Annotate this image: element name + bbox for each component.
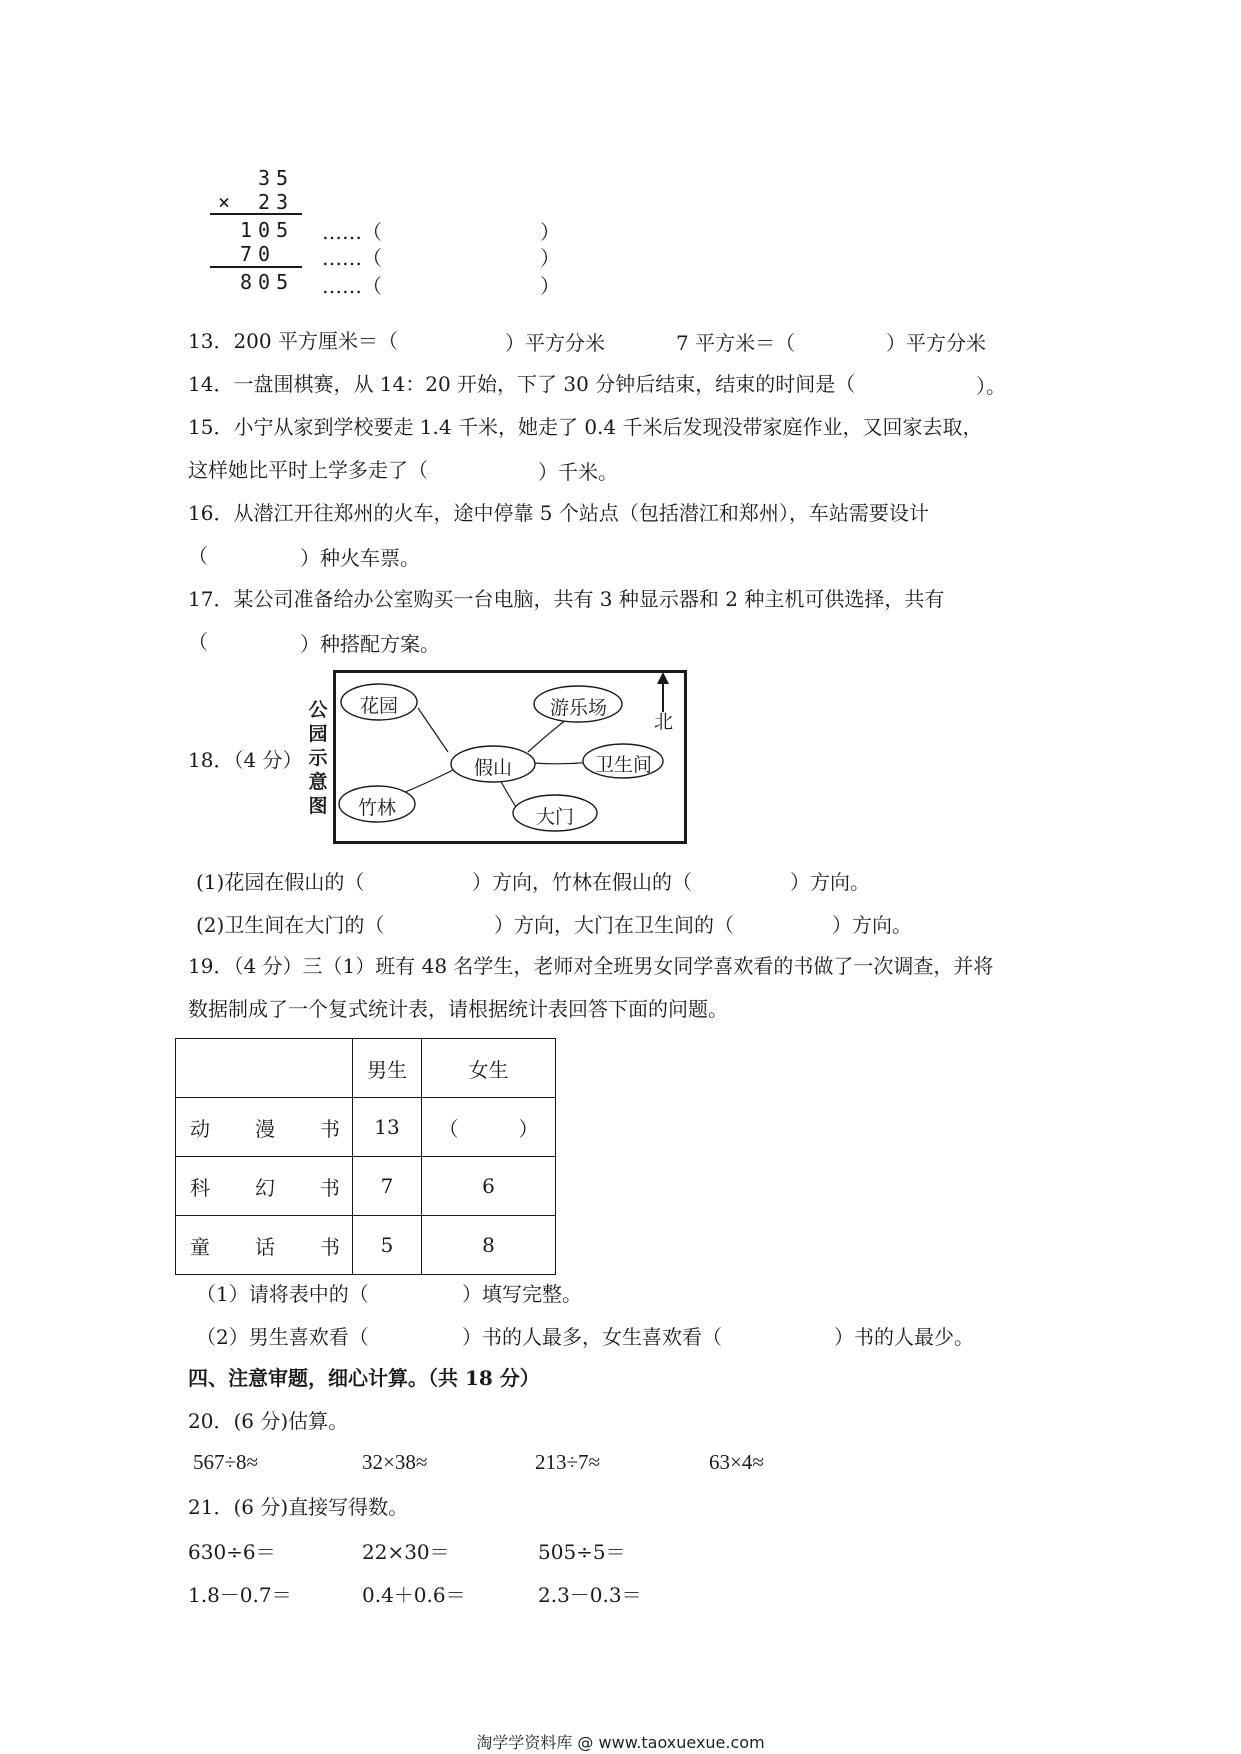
estimate-item: 63×4≈ <box>709 1450 764 1474</box>
q19-line2: 数据制成了一个复式统计表，请根据统计表回答下面的问题。 <box>188 997 728 1021</box>
q15-line2a: 这样她比平时上学多走了（ <box>188 458 428 482</box>
table-row <box>176 1098 556 1157</box>
row-label-char: 动 <box>190 1116 210 1141</box>
q21-label: 21．(6 分)直接写得数。 <box>188 1495 409 1519</box>
girls-cell: 6 <box>422 1157 556 1216</box>
multiplication-rule-1 <box>210 213 302 215</box>
product: 805 <box>240 270 295 294</box>
oral-calc-item: 0.4＋0.6＝ <box>362 1583 466 1607</box>
boys-cell: 7 <box>353 1157 422 1216</box>
oral-calc-item: 1.8－0.7＝ <box>188 1583 292 1607</box>
estimate-item: 32×38≈ <box>362 1450 428 1474</box>
row-label-cell <box>176 1157 353 1216</box>
blank-close-3: ） <box>540 274 560 298</box>
label-garden: 花园 <box>360 695 399 717</box>
q17-line2b: ）种搭配方案。 <box>300 632 440 656</box>
connector-bamboo <box>398 770 453 795</box>
row-label-char: 科 <box>190 1175 210 1200</box>
multiplier: 23 <box>258 190 295 214</box>
table-header-cell: 男生 <box>353 1039 422 1098</box>
oral-calc-item: 22×30＝ <box>362 1540 450 1564</box>
footer-watermark: 淘学学资料库 @ www.taoxuexue.com <box>476 1733 765 1752</box>
map-title-char: 示 <box>308 747 328 769</box>
map-title-char: 园 <box>308 723 328 745</box>
q18-sub1-b: ）方向，竹林在假山的（ <box>472 870 692 894</box>
label-playground: 游乐场 <box>550 697 608 719</box>
q20-label: 20．(6 分)估算。 <box>188 1409 349 1433</box>
boys-cell: 5 <box>353 1216 422 1275</box>
q16-line1: 16．从潜江开往郑州的火车，途中停靠 5 个站点（包括潜江和郑州），车站需要设计 <box>188 501 929 525</box>
q19-sub2-c: ）书的人最少。 <box>834 1325 974 1349</box>
q18-label: 18．（4 分） <box>188 748 303 772</box>
q19-sub2-a: （2）男生喜欢看（ <box>196 1325 369 1349</box>
map-title-char: 公 <box>308 699 328 721</box>
blank-close-2: ） <box>540 246 560 270</box>
multiplier-sign: × <box>218 190 231 214</box>
q18-sub2-a: (2)卫生间在大门的（ <box>196 913 385 937</box>
dots-blank-3: ……（ <box>322 274 382 298</box>
table-row <box>176 1216 556 1275</box>
q18-sub2-c: ）方向。 <box>832 913 912 937</box>
multiplicand: 35 <box>258 166 295 190</box>
q19-line1: 19．（4 分）三（1）班有 48 名学生，老师对全班男女同学喜欢看的书做了一次调查，并将 <box>188 954 994 978</box>
q14-text: 14．一盘围棋赛，从 14：20 开始，下了 30 分钟后结束，结束的时间是（ <box>188 372 856 396</box>
estimate-item: 567÷8≈ <box>193 1450 259 1474</box>
q18-sub2-b: ）方向，大门在卫生间的（ <box>494 913 734 937</box>
blank-close-1: ） <box>540 220 560 244</box>
park-map <box>333 670 687 844</box>
q13-part2: ）平方分米 <box>505 331 605 355</box>
table-row <box>176 1157 556 1216</box>
label-rockery: 假山 <box>474 757 513 779</box>
multiplication-rule-2 <box>210 266 302 268</box>
label-gate: 大门 <box>536 806 575 828</box>
q16-line2a: （ <box>188 544 208 568</box>
row-label-char: 幻 <box>255 1175 275 1200</box>
row-label-char: 漫 <box>255 1116 275 1141</box>
table-header-cell <box>176 1039 353 1098</box>
map-title <box>306 698 330 818</box>
section-4-title: 四、注意审题，细心计算。（共 18 分） <box>188 1366 540 1390</box>
label-toilet: 卫生间 <box>595 754 653 776</box>
oral-calc-item: 2.3－0.3＝ <box>538 1583 642 1607</box>
q18-sub1-c: ）方向。 <box>790 870 870 894</box>
girls-cell-blank: （ ） <box>422 1098 556 1157</box>
q18-sub1-a: (1)花园在假山的（ <box>196 870 365 894</box>
oral-calc-item: 505÷5＝ <box>538 1540 626 1564</box>
row-label-char: 话 <box>255 1234 275 1259</box>
dots-blank-1: ……（ <box>322 220 382 244</box>
q17-line2a: （ <box>188 630 208 654</box>
estimate-item: 213÷7≈ <box>535 1450 601 1474</box>
north-arrow-icon <box>657 672 669 684</box>
label-north: 北 <box>654 711 674 733</box>
q16-line2b: ）种火车票。 <box>300 546 420 570</box>
row-label-cell <box>176 1216 353 1275</box>
connector-garden <box>418 708 448 752</box>
q15-line1: 15．小宁从家到学校要走 1.4 千米，她走了 0.4 千米后发现没带家庭作业，又回家去取， <box>188 415 983 439</box>
row-label-char: 书 <box>320 1175 340 1200</box>
q13-part4: ）平方分米 <box>886 331 986 355</box>
q19-sub2-b: ）书的人最多，女生喜欢看（ <box>462 1325 722 1349</box>
q19-sub1-b: ）填写完整。 <box>462 1282 582 1306</box>
partial-product-1: 105 <box>240 218 295 242</box>
compound-statistics-table <box>175 1038 556 1275</box>
map-title-char: 意 <box>308 771 328 793</box>
q19-sub1-a: （1）请将表中的（ <box>196 1282 369 1306</box>
label-bamboo: 竹林 <box>358 797 397 819</box>
dots-blank-2: ……（ <box>322 246 382 270</box>
girls-cell: 8 <box>422 1216 556 1275</box>
q14-end: ）。 <box>976 374 1006 398</box>
q13-part3: 7 平方米＝（ <box>676 331 796 355</box>
map-title-char: 图 <box>308 795 328 817</box>
row-label-char: 书 <box>320 1234 340 1259</box>
table-header-row <box>176 1039 556 1098</box>
row-label-char: 童 <box>190 1234 210 1259</box>
q13-part1: 13．200 平方厘米＝（ <box>188 329 398 353</box>
oral-calc-item: 630÷6＝ <box>188 1540 276 1564</box>
table-header-cell: 女生 <box>422 1039 556 1098</box>
row-label-char: 书 <box>320 1116 340 1141</box>
q17-line1: 17．某公司准备给办公室购买一台电脑，共有 3 种显示器和 2 种主机可供选择，共有 <box>188 587 945 611</box>
q15-line2b: ）千米。 <box>538 460 618 484</box>
boys-cell: 13 <box>353 1098 422 1157</box>
partial-product-2: 70 <box>240 242 277 266</box>
row-label-cell <box>176 1098 353 1157</box>
